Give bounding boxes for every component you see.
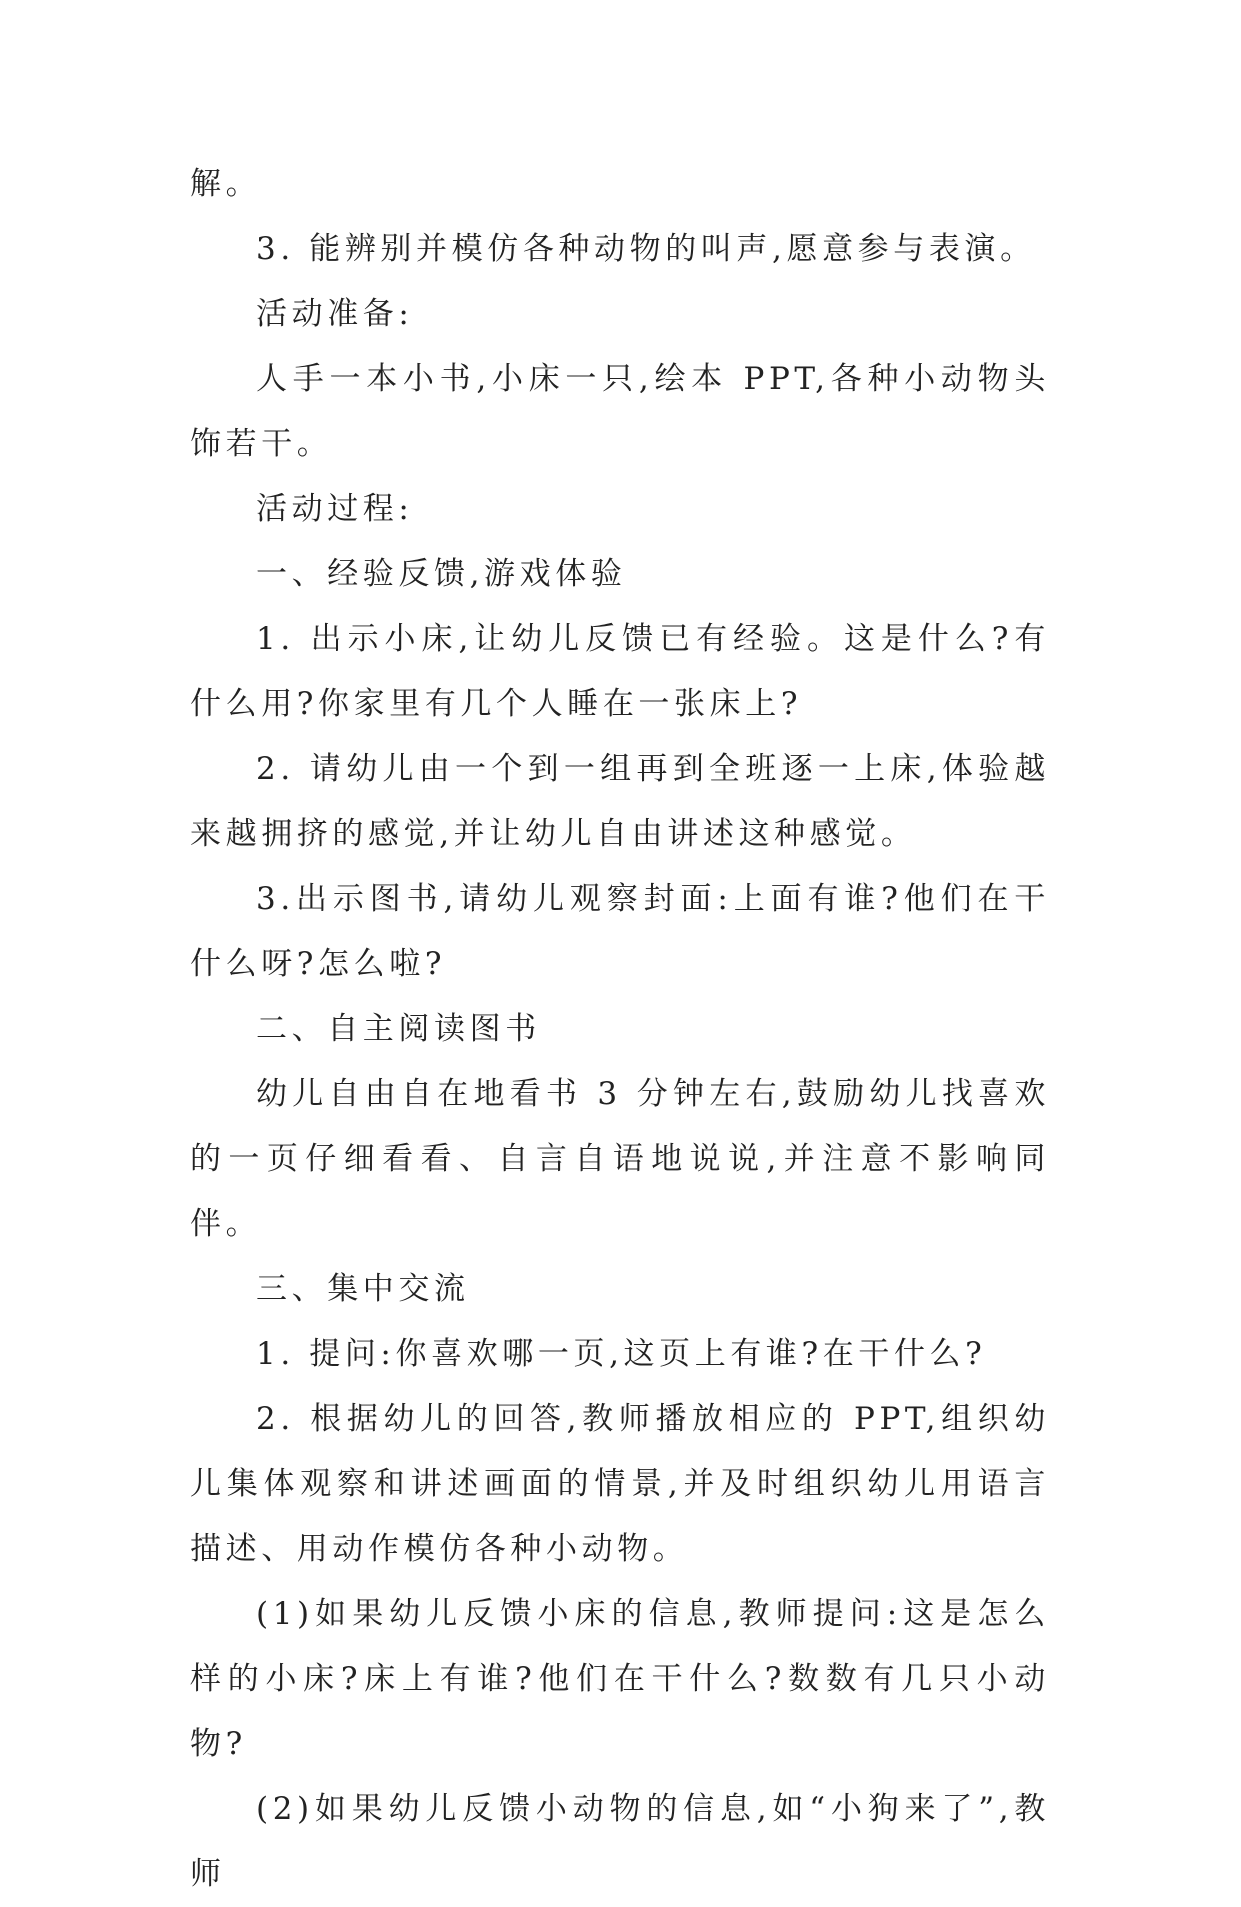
paragraph-step-3-2: 2. 根据幼儿的回答,教师播放相应的 PPT,组织幼儿集体观察和讲述画面的情景,并及时组织幼儿用语言描述、用动作模仿各种小动物。: [190, 1401, 1050, 1567]
paragraph-step-1-2: 2. 请幼儿由一个到一组再到全班逐一上床,体验越来越拥挤的感觉,并让幼儿自由讲述这种感觉。: [190, 751, 1050, 852]
paragraph-step-3-2-2: (2)如果幼儿反馈小动物的信息,如“小狗来了”,教师: [190, 1791, 1050, 1892]
paragraph-step-1-1: 1. 出示小床,让幼儿反馈已有经验。这是什么?有什么用?你家里有几个人睡在一张床上?: [190, 621, 1050, 722]
heading-activity-process: 活动过程:: [256, 491, 414, 527]
section-heading-2: 二、自主阅读图书: [256, 1011, 541, 1047]
paragraph-preparation-materials: 人手一本小书,小床一只,绘本 PPT,各种小动物头饰若干。: [190, 361, 1050, 462]
paragraph-step-3-1: 1. 提问:你喜欢哪一页,这页上有谁?在干什么?: [256, 1336, 987, 1372]
section-heading-3: 三、集中交流: [256, 1271, 470, 1307]
paragraph-step-3-2-1: (1)如果幼儿反馈小床的信息,教师提问:这是怎么样的小床?床上有谁?他们在干什么?数数有几只小动物?: [190, 1596, 1050, 1762]
heading-activity-preparation: 活动准备:: [256, 296, 414, 332]
paragraph-goal-3: 3. 能辨别并模仿各种动物的叫声,愿意参与表演。: [256, 231, 1036, 267]
document-body: [190, 152, 1050, 1907]
paragraph-independent-reading: 幼儿自由自在地看书 3 分钟左右,鼓励幼儿找喜欢的一页仔细看看、自言自语地说说,并注意不影响同伴。: [190, 1076, 1050, 1242]
section-heading-1: 一、经验反馈,游戏体验: [256, 556, 627, 592]
paragraph-continuation: 解。: [190, 166, 262, 202]
paragraph-step-1-3: 3.出示图书,请幼儿观察封面:上面有谁?他们在干什么呀?怎么啦?: [190, 881, 1050, 982]
